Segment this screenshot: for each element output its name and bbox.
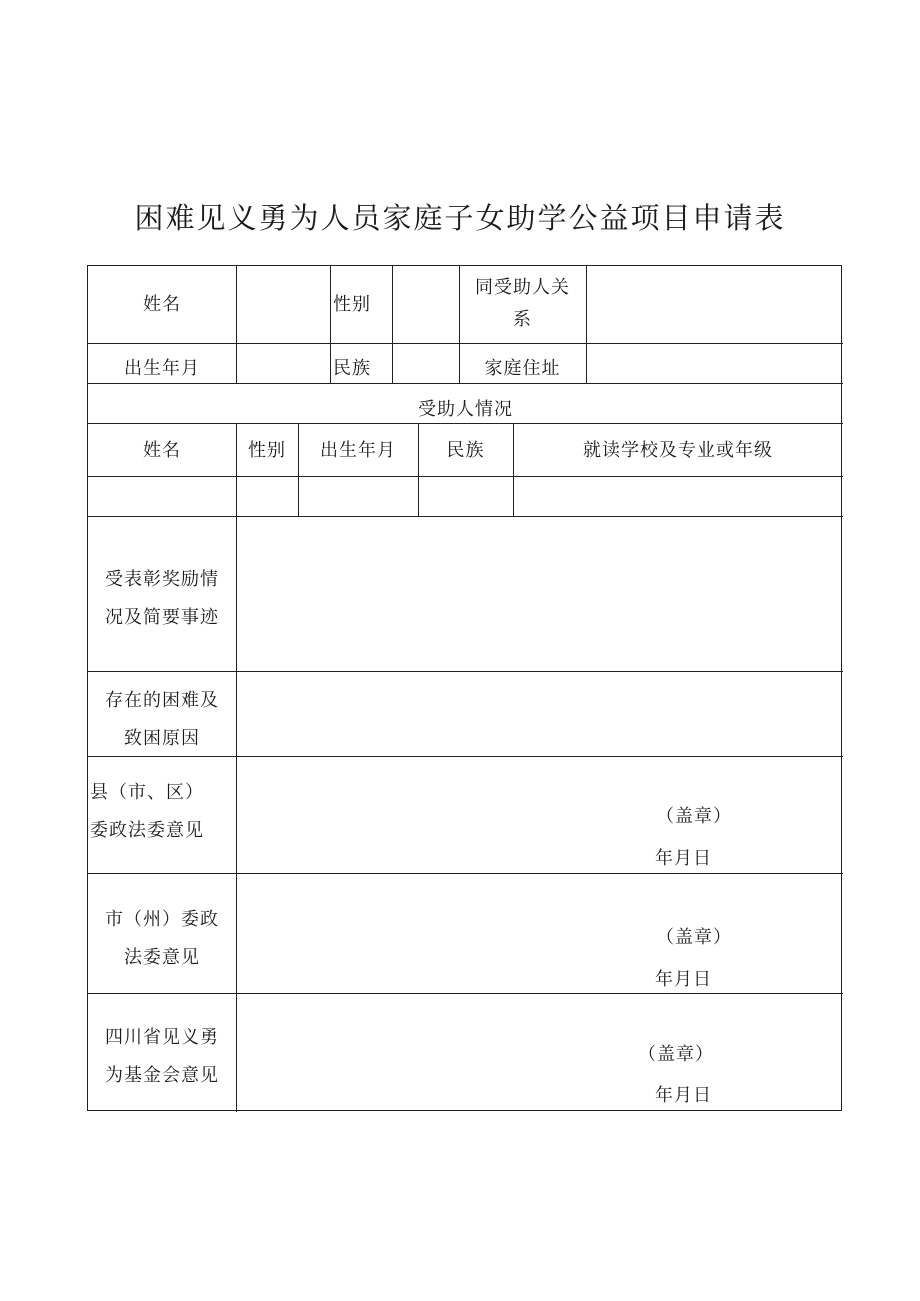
birth-label: 出生年月 [124, 358, 200, 379]
city-opinion-label [88, 901, 236, 977]
foundation-date-text: 年月日 [655, 1085, 712, 1106]
awards-label-line2: 况及简要事迹 [105, 607, 219, 628]
address-label: 家庭住址 [484, 358, 561, 379]
beneficiary-name-field[interactable] [88, 477, 236, 516]
county-opinion-label-line2: 委政法委意见 [90, 820, 204, 841]
awards-label [88, 561, 236, 637]
beneficiary-header-school: 就读学校及专业或年级 [583, 440, 773, 461]
birth-field[interactable] [237, 344, 330, 383]
hardship-label [88, 682, 236, 758]
city-date-text: 年月日 [655, 969, 712, 990]
hardship-label-line1: 存在的困难及 [105, 690, 219, 711]
hardship-field[interactable] [237, 672, 843, 756]
county-opinion-label-line1: 县（市、区） [90, 782, 204, 803]
foundation-opinion-label [88, 1019, 236, 1095]
ethnicity-label: 民族 [333, 358, 371, 379]
county-opinion-label [90, 774, 236, 850]
awards-label-line1: 受表彰奖励情 [105, 569, 219, 590]
city-opinion-field[interactable] [237, 874, 843, 993]
county-date-text: 年月日 [655, 848, 712, 869]
foundation-opinion-label-line1: 四川省见义勇 [105, 1027, 219, 1048]
col-divider [330, 266, 331, 383]
form-title: 困难见义勇为人员家庭子女助学公益项目申请表 [134, 201, 786, 235]
beneficiary-header-gender: 性别 [248, 440, 286, 461]
hardship-label-line2: 致困原因 [124, 728, 200, 749]
county-seal-text: （盖章） [656, 806, 732, 827]
gender-field[interactable] [393, 266, 459, 343]
name-field[interactable] [237, 266, 330, 343]
beneficiary-header-birth: 出生年月 [320, 440, 396, 461]
name-label: 姓名 [143, 294, 181, 315]
city-seal-text: （盖章） [656, 927, 732, 948]
relation-label-line1: 同受助人关 [475, 277, 570, 298]
ethnicity-field[interactable] [393, 344, 459, 383]
relation-field[interactable] [587, 266, 843, 343]
application-form-table [87, 265, 842, 1111]
beneficiary-header-ethnicity: 民族 [446, 440, 485, 461]
city-opinion-label-line2: 法委意见 [124, 947, 200, 968]
beneficiary-section-title: 受助人情况 [418, 399, 513, 420]
beneficiary-birth-field[interactable] [299, 477, 418, 516]
county-opinion-field[interactable] [237, 757, 843, 873]
gender-label: 性别 [333, 294, 371, 315]
address-field[interactable] [587, 344, 843, 383]
city-opinion-label-line1: 市（州）委政 [105, 909, 219, 930]
awards-field[interactable] [237, 517, 843, 671]
foundation-opinion-field[interactable] [237, 994, 843, 1112]
relation-label [459, 272, 586, 336]
beneficiary-header-name: 姓名 [143, 440, 181, 461]
beneficiary-gender-field[interactable] [237, 477, 298, 516]
relation-label-line2: 系 [513, 309, 532, 330]
foundation-opinion-label-line2: 为基金会意见 [105, 1065, 219, 1086]
beneficiary-school-field[interactable] [514, 477, 843, 516]
foundation-seal-text: （盖章） [638, 1044, 714, 1065]
beneficiary-ethnicity-field[interactable] [419, 477, 513, 516]
